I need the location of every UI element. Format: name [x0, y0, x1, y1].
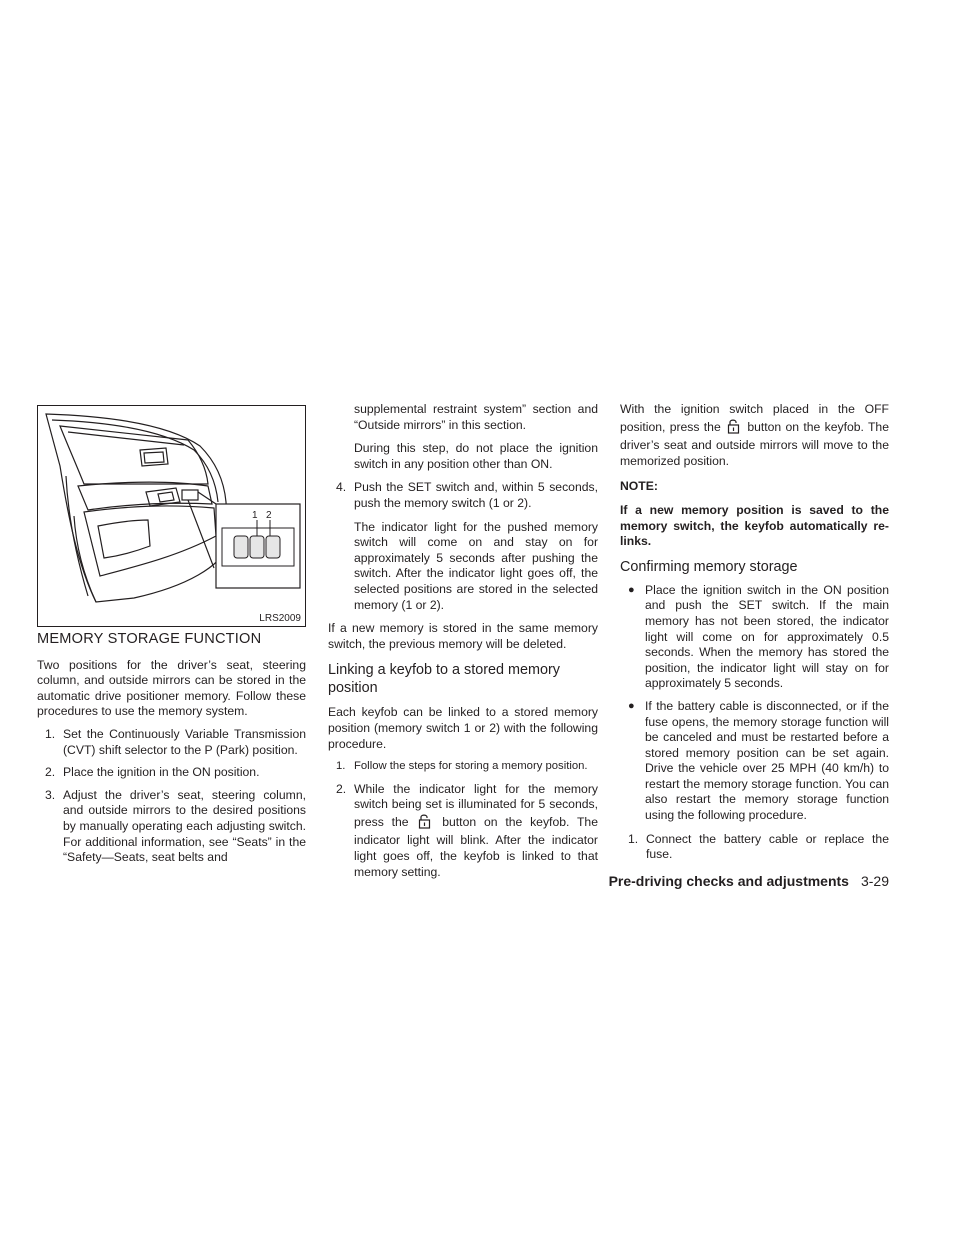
step-number: 3.	[45, 787, 56, 802]
footer-title: Pre-driving checks and adjustments	[608, 873, 849, 889]
unlock-keyfob-icon	[727, 418, 741, 439]
note-label: NOTE:	[620, 479, 658, 494]
bullet-item	[620, 583, 889, 692]
step-number: 4.	[336, 480, 347, 495]
step-number: 2.	[45, 765, 56, 780]
bullet-text: Place the ignition switch in the ON position and push the SET switch. If the main memory has not been stored, the indicator light will come on for approximately 0.5 seconds. When the memory has stored the position, the indicator light will stay on for approximately 5 seconds.	[645, 582, 889, 691]
subsection-heading: Confirming memory storage	[620, 558, 798, 575]
page-number: 3-29	[860, 873, 889, 889]
step-text: Connect the battery cable or replace the fuse.	[646, 831, 889, 862]
step-number: 2.	[336, 781, 347, 796]
step-item	[37, 727, 306, 758]
section-heading: MEMORY STORAGE FUNCTION	[37, 631, 262, 647]
step-item	[328, 759, 598, 775]
figure-id: LRS2009	[259, 613, 301, 624]
bullet-text: If the battery cable is disconnected, or if the fuse opens, the memory storage function will be canceled and must be restarted before a stored memory position can be set again. Drive the vehicle over 25 MPH (40 km/h) to restart the memory storage function. You can also restart the memory storage function using the following procedure.	[645, 698, 889, 823]
intro-paragraph: Two positions for the driver’s seat, steering column, and outside mirrors can be stored in the automatic drive positioner memory. Follow these procedures to use the memory system.	[37, 657, 306, 719]
left-column	[37, 632, 306, 866]
middle-column	[328, 402, 598, 880]
ignition-text: With the ignition switch placed in the OFF position, press the button on the keyfob. The driver’s seat and outside mirrors will move to the memorized position.	[620, 402, 889, 468]
door-illustration	[38, 406, 307, 628]
step-text: Follow the steps for storing a memory position.	[354, 760, 588, 773]
step-item	[37, 788, 306, 866]
door-memory-switch-figure	[37, 405, 306, 627]
step-item	[620, 832, 889, 863]
callout-2: 2	[266, 510, 272, 521]
bullet-item	[620, 699, 889, 824]
note-text: If a new memory position is saved to the memory switch, the keyfob automatically re-links.	[620, 502, 889, 549]
bullet-glyph: ●	[628, 699, 635, 712]
continuation-text: supplemental restraint system” section and “Outside mirrors” in this section.	[354, 402, 598, 432]
new-memory-text: If a new memory is stored in the same memory switch, the previous memory will be deleted.	[328, 621, 598, 651]
page-footer	[609, 873, 889, 889]
indicator-note: The indicator light for the pushed memory switch will come on and stay on for approximately 5 seconds after pushing the switch. After the indicator light goes off, the selected positions are stored in the selected memory (1 or 2).	[354, 519, 598, 612]
ignition-warning: During this step, do not place the ignition switch in any position other than ON.	[354, 441, 598, 471]
right-column	[620, 402, 889, 863]
step-item	[328, 782, 598, 881]
step-item	[328, 480, 598, 511]
step-text: Place the ignition in the ON position.	[63, 765, 260, 780]
link-intro: Each keyfob can be linked to a stored memory position (memory switch 1 or 2) with the following procedure.	[328, 705, 598, 751]
step-text: Push the SET switch and, within 5 seconds, push the memory switch (1 or 2).	[354, 480, 598, 510]
bullet-glyph: ●	[628, 583, 635, 596]
step-text: Set the Continuously Variable Transmission (CVT) shift selector to the P (Park) position.	[63, 726, 306, 757]
unlock-keyfob-icon	[418, 813, 432, 834]
step-text: While the indicator light for the memory switch being set is illuminated for 5 seconds, press the button on the keyfob. The indicator light will blink. After the indicator light goes off, the keyfob is linked to that memory setting.	[354, 781, 598, 879]
step-number: 1.	[45, 726, 56, 741]
step-text: Adjust the driver’s seat, steering column, and outside mirrors to the desired positions by manually operating each adjusting switch. For additional information, see “Seats” in the “Safety—Seats, seat belts and	[63, 787, 306, 865]
memory-switch-inset	[216, 504, 300, 588]
step-item	[37, 765, 306, 781]
callout-1: 1	[252, 510, 258, 521]
step-number: 1.	[628, 831, 639, 846]
step-number: 1.	[336, 760, 346, 773]
subsection-heading: Linking a keyfob to a stored memory position	[328, 662, 560, 697]
